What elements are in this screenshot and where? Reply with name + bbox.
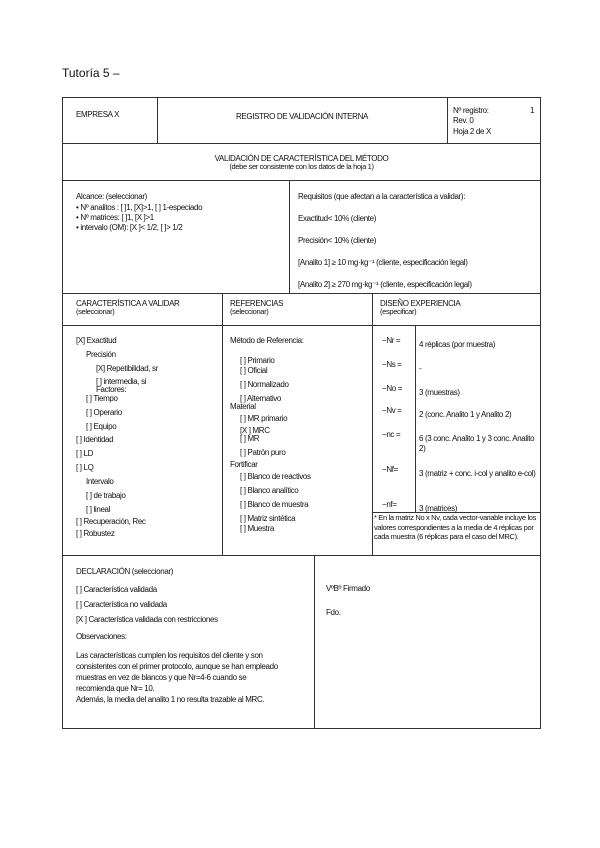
observation-line: Además, la media del analito 1 no resulta trazable al MRC.: [76, 695, 265, 704]
requirement-line: [Analito 1] ≥ 10 mg·kg⁻¹ (cliente, especificación legal): [298, 258, 468, 267]
characteristic-option[interactable]: [ ] de trabajo: [86, 491, 126, 500]
design-parameter: −Ns =: [382, 360, 402, 369]
declaration-option[interactable]: [ ] Característica no validada: [76, 600, 167, 609]
design-parameter: −nc =: [382, 430, 401, 439]
characteristic-option[interactable]: [ ] Operario: [86, 408, 122, 417]
design-value: 3 (matriz + conc. i-col y analito e-col): [419, 469, 536, 478]
design-value: 3 (matrices): [419, 504, 458, 513]
reference-option[interactable]: [ ] Blanco de reactivos: [240, 472, 311, 481]
characteristic-option[interactable]: Factores:: [96, 385, 127, 394]
observations-title: Observaciones:: [76, 632, 127, 641]
characteristic-option[interactable]: [ ] Equipo: [86, 422, 117, 431]
reference-option[interactable]: [ ] Oficial: [240, 366, 268, 375]
requirement-line: Precisión< 10% (cliente): [298, 236, 377, 245]
requirements-title: Requisitos (que afectan a la característica a validar):: [298, 192, 466, 201]
characteristic-option[interactable]: [ ] Robustez: [76, 529, 115, 538]
observation-line: recomienda que Nr= 10.: [76, 684, 155, 693]
scope-line: • Nº analitos : [ ]1, [X]>1, [ ] 1-especiado: [76, 203, 203, 212]
characteristic-option[interactable]: Intervalo: [86, 477, 114, 486]
reference-option: Método de Referencia:: [230, 336, 304, 345]
reference-option[interactable]: [ ] Blanco analítico: [240, 486, 299, 495]
column-header: DISEÑO EXPERIENCIA: [380, 299, 461, 308]
design-parameter: −nf=: [382, 500, 397, 509]
reference-option[interactable]: [ ] Muestra: [240, 524, 274, 533]
characteristic-option[interactable]: [ ] LQ: [76, 463, 94, 472]
column-subheader: (especificar): [380, 307, 417, 316]
requirement-line: [Analito 2] ≥ 270 mg·kg⁻¹ (cliente, especificación legal): [298, 280, 472, 289]
design-value: -: [419, 364, 422, 373]
register-label: Nº registro:: [453, 106, 489, 115]
declaration-title: DECLARACIÓN (seleccionar): [76, 567, 174, 576]
approval-signed: VºBº Firmado: [326, 584, 370, 593]
company-name: EMPRESA X: [76, 110, 120, 119]
observation-line: muestras en vez de blancos y que Nr=4-6 cuando se: [76, 673, 247, 682]
reference-option[interactable]: [X ] MRC: [240, 426, 270, 435]
reference-option[interactable]: [ ] Patrón puro: [240, 448, 286, 457]
column-subheader: (seleccionar): [76, 307, 115, 316]
declaration-option[interactable]: [ ] Característica validada: [76, 585, 157, 594]
characteristic-option[interactable]: [ ] Recuperación, Rec: [76, 517, 146, 526]
characteristic-option[interactable]: [ ] Tiempo: [86, 394, 118, 403]
characteristic-option[interactable]: [ ] intermedia, si: [96, 377, 147, 386]
design-parameter: −No =: [382, 384, 403, 393]
reference-option[interactable]: [ ] Blanco de muestra: [240, 500, 309, 509]
reference-option[interactable]: [ ] MR: [240, 434, 260, 443]
design-parameter: −Nv =: [382, 406, 402, 415]
form-title: REGISTRO DE VALIDACIÓN INTERNA: [235, 112, 369, 121]
characteristic-option[interactable]: [ ] lineal: [86, 505, 111, 514]
reference-option: Material: [230, 402, 256, 411]
scope-line: • intervalo (OM): [X ]< 1/2, [ ]> 1/2: [76, 223, 183, 232]
observation-line: Las características cumplen los requisitos del cliente y son: [76, 651, 263, 660]
characteristic-option[interactable]: [X] Repetibilidad, sr: [96, 364, 159, 373]
column-header: REFERENCIAS: [230, 299, 284, 308]
characteristic-option[interactable]: [ ] LD: [76, 449, 94, 458]
reference-option: Fortificar: [230, 460, 258, 469]
design-value: 4 réplicas (por muestra): [419, 340, 496, 349]
design-parameter: −Nf=: [382, 465, 398, 474]
section-title: VALIDACIÓN DE CARACTERÍSTICA DEL MÉTODO: [214, 154, 389, 163]
scope-title: Alcance: (seleccionar): [76, 192, 147, 201]
column-subheader: (seleccionar): [230, 307, 269, 316]
design-value: 3 (muestras): [419, 388, 460, 397]
reference-option[interactable]: [ ] MR primario: [240, 414, 288, 423]
reference-option[interactable]: [ ] Alternativo: [240, 394, 281, 403]
register-value: 1: [530, 106, 535, 115]
signature-fdo: Fdo.: [326, 608, 341, 617]
observation-line: consistentes con el primer protocolo, aunque se han empleado: [76, 662, 278, 671]
page-title: Tutoría 5 –: [62, 66, 120, 80]
characteristic-option[interactable]: Precisión: [86, 350, 116, 359]
sheet-number: Hoja 2 de X: [453, 127, 491, 136]
reference-option[interactable]: [ ] Normalizado: [240, 380, 289, 389]
design-value: 2 (conc. Analito 1 y Analito 2): [419, 410, 512, 419]
characteristic-option[interactable]: [X] Exactitud: [76, 336, 117, 345]
characteristic-option[interactable]: [ ] Identidad: [76, 435, 114, 444]
declaration-option[interactable]: [X ] Característica validada con restricciones: [76, 615, 218, 624]
reference-option[interactable]: [ ] Primario: [240, 356, 275, 365]
design-note: * En la matriz No x Nv, cada vector-variable incluye los valores correspondientes a la media de 4 réplicas por cada muestra (6 réplicas para el caso del MRC).: [374, 513, 536, 541]
revision: Rev. 0: [453, 116, 474, 125]
design-parameter: −Nr =: [382, 336, 401, 345]
scope-line: • Nº matrices: [ ]1, [X ]>1: [76, 213, 154, 222]
reference-option[interactable]: [ ] Matriz sintética: [240, 514, 296, 523]
requirement-line: Exactitud< 10% (cliente): [298, 214, 377, 223]
design-value: 6 (3 conc. Analito 1 y 3 conc. Analito 2): [419, 434, 535, 453]
section-subtitle: (debe ser consistente con los datos de la hoja 1): [229, 162, 374, 171]
column-header: CARACTERÍSTICA A VALIDAR: [76, 299, 180, 308]
